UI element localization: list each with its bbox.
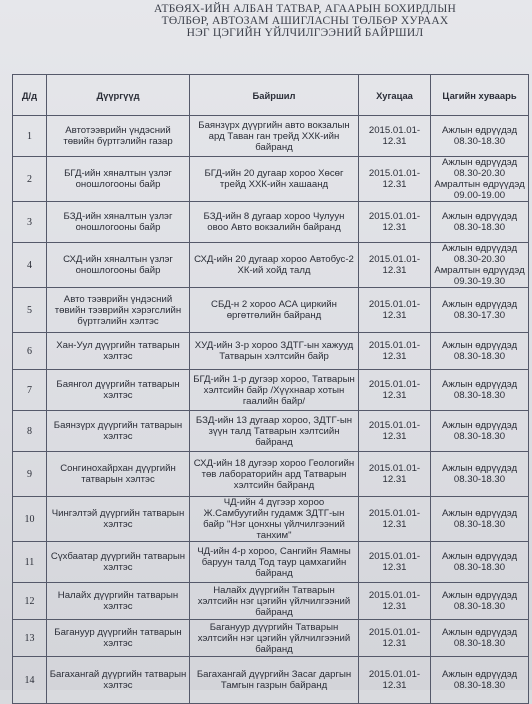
table-row	[13, 620, 529, 657]
row-period: 2015.01.01-12.31	[359, 411, 431, 452]
row-location: ХУД-ийн 3-р хороо ЗДТГ-ын хажууд Татварын хэлтсийн байр	[190, 333, 359, 370]
table-row	[13, 370, 529, 411]
row-unit: Сонгинохайрхан дүүргийн татварын хэлтэс	[47, 452, 190, 497]
row-period: 2015.01.01-12.31	[359, 243, 431, 288]
row-hours: Ажлын өдрүүдэд 08.30-18.30	[431, 333, 529, 370]
row-hours: Ажлын өдрүүдэд 08.30-18.30	[431, 116, 529, 157]
row-period: 2015.01.01-12.31	[359, 542, 431, 583]
row-num: 5	[13, 288, 47, 333]
row-unit: Баянгол дүүргийн татварын хэлтэс	[47, 370, 190, 411]
row-period: 2015.01.01-12.31	[359, 202, 431, 243]
row-unit: Автотээврийн үндэсний төвийн бүртгэлийн газар	[47, 116, 190, 157]
table-header-row	[13, 75, 529, 116]
row-num: 3	[13, 202, 47, 243]
title-line-3: НЭГ ЦЭГИЙН ҮЙЛЧИЛГЭЭНИЙ БАЙРШИЛ	[186, 27, 424, 39]
row-unit: Сүхбаатар дүүргийн татварын хэлтэс	[47, 542, 190, 583]
row-location: БЗД-ийн 13 дугаар хороо, ЗДТГ-ын зүүн талд Татварын хэлтсийн байранд	[190, 411, 359, 452]
row-hours: Ажлын өдрүүдэд 08.30-18.30	[431, 542, 529, 583]
row-unit: СХД-ийн хяналтын үзлэг оношлогооны байр	[47, 243, 190, 288]
row-unit: Баянзүрх дүүргийн татварын хэлтэс	[47, 411, 190, 452]
row-hours: Ажлын өдрүүдэд 08.30-18.30	[431, 452, 529, 497]
row-period: 2015.01.01-12.31	[359, 116, 431, 157]
table-row	[13, 411, 529, 452]
table-row	[13, 157, 529, 202]
row-period: 2015.01.01-12.31	[359, 288, 431, 333]
row-num: 7	[13, 370, 47, 411]
row-num: 6	[13, 333, 47, 370]
row-location: Баянзүрх дүүргийн авто вокзалын ард Таван ган трейд ХХК-ийн байранд	[190, 116, 359, 157]
row-hours: Ажлын өдрүүдэд 08.30-18.30	[431, 411, 529, 452]
row-period: 2015.01.01-12.31	[359, 657, 431, 704]
row-location: БГД-ийн 1-р дугээр хороо, Татварын хэлтсийн байр /Хүүхнаар хотын гаалийн байр/	[190, 370, 359, 411]
title-line-1: АТБӨЯХ-ИЙН АЛБАН ТАТВАР, АГААРЫН БОХИРДЛЫН	[154, 3, 456, 15]
row-period: 2015.01.01-12.31	[359, 333, 431, 370]
row-num: 13	[13, 620, 47, 657]
row-period: 2015.01.01-12.31	[359, 157, 431, 202]
row-period: 2015.01.01-12.31	[359, 370, 431, 411]
row-location: БГД-ийн 20 дугаар хороо Хөсөг трейд ХХК-ийн хашаанд	[190, 157, 359, 202]
row-period: 2015.01.01-12.31	[359, 452, 431, 497]
row-num: 8	[13, 411, 47, 452]
row-location: Багахангай дүүргийн Засаг даргын Тамгын газрын байранд	[190, 657, 359, 704]
table-row	[13, 452, 529, 497]
table-row	[13, 243, 529, 288]
row-hours: Ажлын өдрүүдэд 08.30-20.30 Амралтын өдрүүдэд 09.30-19.30	[431, 243, 529, 288]
row-num: 10	[13, 497, 47, 542]
header-period: Хугацаа	[359, 75, 431, 116]
row-num: 1	[13, 116, 47, 157]
row-unit: Чингэлтэй дүүргийн татварын хэлтэс	[47, 497, 190, 542]
document-title	[120, 3, 490, 39]
row-unit: Хан-Уул дүүргийн татварын хэлтэс	[47, 333, 190, 370]
row-location: СХД-ийн 20 дугаар хороо Автобус-2 ХК-ий хойд талд	[190, 243, 359, 288]
title-line-2: ТӨЛБӨР, АВТОЗАМ АШИГЛАСНЫ ТӨЛБӨР ХУРААХ	[161, 15, 449, 27]
row-hours: Ажлын өдрүүдэд 08.30-18.30	[431, 370, 529, 411]
row-num: 14	[13, 657, 47, 704]
header-unit: Дүүргүүд	[47, 75, 190, 116]
row-location: ЧД-ийн 4-р хороо, Сангийн Яамны баруун талд Тод таур цамхагийн байранд	[190, 542, 359, 583]
row-location: Налайх дүүргийн Татварын хэлтсийн нэг цэгийн үйлчилгээний байранд	[190, 583, 359, 620]
row-location: Багануур дүүргийн Татварын хэлтсийн нэг цэгийн үйлчилгээний байранд	[190, 620, 359, 657]
table-row	[13, 288, 529, 333]
table-row	[13, 583, 529, 620]
row-location: СБД-н 2 хороо АСА циркийн өргөтгөлийн байранд	[190, 288, 359, 333]
row-hours: Ажлын өдрүүдэд 08.30-18.30	[431, 583, 529, 620]
row-num: 2	[13, 157, 47, 202]
row-unit: Багануур дүүргийн татварын хэлтэс	[47, 620, 190, 657]
header-hours: Цагийн хуваарь	[431, 75, 529, 116]
row-location: СХД-ийн 18 дугээр хороо Геологийн төв лабораторийн ард Татварын хэлтсийн байранд	[190, 452, 359, 497]
row-unit: БГД-ийн хяналтын үзлэг оношлогооны байр	[47, 157, 190, 202]
row-location: БЗД-ийн 8 дугаар хороо Чулуун овоо Авто вокзалийн байранд	[190, 202, 359, 243]
row-hours: Ажлын өдрүүдэд 08.30-18.30	[431, 497, 529, 542]
row-period: 2015.01.01-12.31	[359, 620, 431, 657]
row-period: 2015.01.01-12.31	[359, 497, 431, 542]
row-location: ЧД-ийн 4 дүгээр хороо Ж.Самбуугийн гудамж ЗДТГ-ын байр "Нэг цонхны үйлчилгээний танхим"	[190, 497, 359, 542]
row-hours: Ажлын өдрүүдэд 08.30-18.30	[431, 202, 529, 243]
row-unit: Авто тээврийн үндэсний төвийн тээврийн хэрэгслийн бүртгэлийн хэлтэс	[47, 288, 190, 333]
row-hours: Ажлын өдрүүдэд 08.30-17.30	[431, 288, 529, 333]
row-num: 12	[13, 583, 47, 620]
row-period: 2015.01.01-12.31	[359, 583, 431, 620]
service-locations-table	[12, 74, 529, 704]
row-hours: Ажлын өдрүүдэд 08.30-18.30	[431, 620, 529, 657]
table-row	[13, 333, 529, 370]
row-unit: Налайх дүүргийн татварын хэлтэс	[47, 583, 190, 620]
row-unit: Багахангай дүүргийн татварын хэлтэс	[47, 657, 190, 704]
header-location: Байршил	[190, 75, 359, 116]
row-unit: БЗД-ийн хяналтын үзлэг оношлогооны байр	[47, 202, 190, 243]
table-row	[13, 542, 529, 583]
row-num: 11	[13, 542, 47, 583]
header-num: Д/д	[13, 75, 47, 116]
row-hours: Ажлын өдрүүдэд 08.30-20.30 Амралтын өдрүүдэд 09.00-19.00	[431, 157, 529, 202]
row-num: 9	[13, 452, 47, 497]
row-num: 4	[13, 243, 47, 288]
table-row	[13, 116, 529, 157]
table-row	[13, 202, 529, 243]
row-hours: Ажлын өдрүүдэд 08.30-18.30	[431, 657, 529, 704]
table-row	[13, 497, 529, 542]
table-row	[13, 657, 529, 704]
